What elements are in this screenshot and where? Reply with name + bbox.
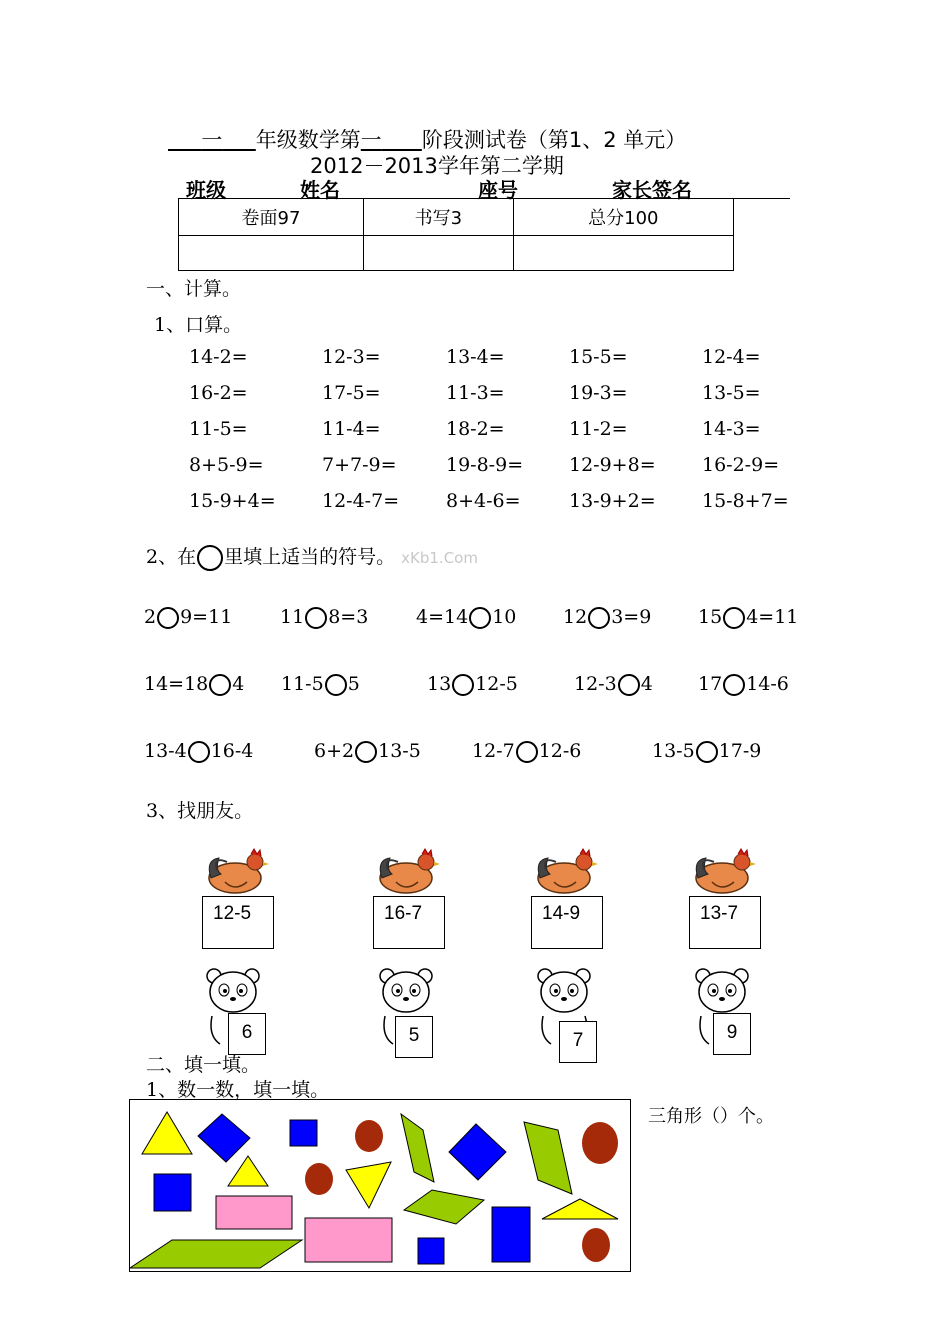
oral-problem: 15-9+4=: [189, 490, 276, 512]
title-mid: 年级数学第: [255, 128, 361, 152]
compare-left: 13: [427, 673, 452, 695]
oral-problem: 16-2-9=: [702, 454, 780, 476]
shapes-canvas: [130, 1100, 630, 1271]
compare-problem: [652, 740, 761, 763]
triangle-prompt: 三角形（）个。: [648, 1106, 774, 1127]
compare-title: [146, 542, 478, 571]
panda-card: 6: [228, 1013, 266, 1055]
square-shape: [154, 1174, 191, 1211]
circle-shape: [582, 1122, 618, 1164]
exam-subtitle: 2012－2013学年第二学期: [310, 154, 564, 178]
compare-right: 12-5: [475, 673, 518, 695]
title-grade: 一: [201, 128, 223, 152]
compare-problem: [427, 673, 518, 696]
compare-left: 11-5: [281, 673, 324, 695]
compare-right: 3=9: [611, 606, 652, 628]
oral-problem: 16-2=: [189, 382, 248, 404]
oral-problem: 19-3=: [569, 382, 628, 404]
compare-left: 13-4: [144, 740, 187, 762]
compare-left: 15: [698, 606, 723, 628]
compare-right: 14-6: [746, 673, 789, 695]
compare-problem: [144, 606, 232, 629]
compare-left: 12-3: [574, 673, 617, 695]
compare-problem: [416, 606, 516, 629]
oral-problem: 12-3=: [322, 346, 381, 368]
score-cell-total[interactable]: [513, 236, 733, 271]
oral-problem: 17-5=: [322, 382, 381, 404]
compare-left: 12: [563, 606, 588, 628]
oral-problem: 14-3=: [702, 418, 761, 440]
section1-title: 一、计算。: [146, 278, 242, 300]
compare-left: 2: [144, 606, 157, 628]
answer-circle[interactable]: [452, 674, 474, 696]
oral-problem: 13-4=: [446, 346, 505, 368]
rooster-icon: [374, 848, 444, 896]
panda-card: 5: [395, 1016, 433, 1058]
field-parent-signature: 家长签名: [612, 178, 692, 202]
answer-circle[interactable]: [618, 674, 640, 696]
compare-problem: [144, 673, 244, 696]
oral-problem: 15-8+7=: [702, 490, 789, 512]
compare-problem: [698, 606, 798, 629]
compare-left: 14=18: [144, 673, 209, 695]
rooster-icon: [690, 848, 760, 896]
compare-left: 12-7: [472, 740, 515, 762]
rectangle-shape: [492, 1207, 530, 1262]
compare-right: 10: [492, 606, 517, 628]
parallelogram-shape: [130, 1240, 302, 1268]
title-end: 阶段测试卷（第1、2 单元）: [421, 128, 687, 152]
answer-circle[interactable]: [157, 607, 179, 629]
compare-right: 17-9: [718, 740, 762, 762]
oral-problem: 11-4=: [322, 418, 381, 440]
compare-problem: [280, 606, 368, 629]
compare-problem: [698, 673, 789, 696]
rooster-icon: [203, 848, 273, 896]
compare-title-b: 里填上适当的符号。: [224, 546, 396, 568]
panda-card: 9: [713, 1013, 751, 1055]
field-name: 姓名: [300, 178, 340, 202]
square-shape: [198, 1114, 250, 1162]
oral-problem: 8+4-6=: [446, 490, 521, 512]
square-shape: [290, 1120, 317, 1146]
square-shape: [449, 1124, 506, 1180]
compare-right: 4=11: [746, 606, 799, 628]
parallelogram-shape: [404, 1190, 484, 1224]
score-header-paper: 卷面97: [179, 199, 364, 236]
triangle-shape: [346, 1162, 391, 1208]
oral-problem: 19-8-9=: [446, 454, 524, 476]
square-shape: [418, 1238, 444, 1264]
oral-problem: 12-4-7=: [322, 490, 400, 512]
oral-problem: 11-3=: [446, 382, 505, 404]
score-header-writing: 书写3: [364, 199, 514, 236]
oral-problem: 12-4=: [702, 346, 761, 368]
compare-right: 8=3: [328, 606, 369, 628]
answer-circle[interactable]: [723, 607, 745, 629]
answer-circle[interactable]: [469, 607, 491, 629]
parallelogram-shape: [524, 1122, 572, 1194]
section2-title: 二、填一填。: [146, 1054, 261, 1076]
compare-right: 9=11: [180, 606, 233, 628]
field-class: 班级: [186, 178, 226, 202]
rooster-card: 14-9: [531, 896, 603, 949]
triangle-shape: [542, 1199, 618, 1219]
oral-problem: 13-5=: [702, 382, 761, 404]
oral-problem: 12-9+8=: [569, 454, 656, 476]
compare-right: 4: [232, 673, 245, 695]
circle-shape: [355, 1120, 383, 1152]
panda-card: 7: [559, 1021, 597, 1063]
compare-title-a: 2、在: [146, 546, 197, 568]
answer-circle[interactable]: [305, 607, 327, 629]
score-cell-writing[interactable]: [364, 236, 514, 271]
oral-problem: 13-9+2=: [569, 490, 656, 512]
compare-left: 11: [280, 606, 305, 628]
score-cell-paper[interactable]: [179, 236, 364, 271]
oral-title: 1、口算。: [154, 314, 243, 336]
compare-right: 13-5: [378, 740, 421, 762]
answer-circle[interactable]: [588, 607, 610, 629]
compare-left: 6+2: [314, 740, 355, 762]
oral-problem: 15-5=: [569, 346, 628, 368]
oral-problem: 18-2=: [446, 418, 505, 440]
friends-title: 3、找朋友。: [146, 800, 254, 822]
compare-problem: [314, 740, 421, 763]
answer-circle[interactable]: [188, 741, 210, 763]
field-seat: 座号: [478, 178, 518, 202]
answer-circle[interactable]: [355, 741, 377, 763]
oral-problem: 11-5=: [189, 418, 248, 440]
triangle-shape: [142, 1112, 192, 1154]
title-stage: 一: [360, 128, 382, 152]
compare-right: 4: [640, 673, 653, 695]
compare-problem: [563, 606, 651, 629]
compare-left: 4=14: [416, 606, 469, 628]
oral-problem: 14-2=: [189, 346, 248, 368]
oral-problem: 7+7-9=: [322, 454, 397, 476]
compare-right: 16-4: [210, 740, 254, 762]
circle-shape: [305, 1163, 333, 1195]
rooster-card: 13-7: [689, 896, 761, 949]
parallelogram-shape: [401, 1114, 434, 1182]
count-title: 1、数一数，填一填。: [146, 1079, 330, 1101]
rooster-icon: [532, 848, 602, 896]
compare-problem: [144, 740, 253, 763]
answer-circle[interactable]: [209, 674, 231, 696]
oral-problem: 11-2=: [569, 418, 628, 440]
oral-problem: 8+5-9=: [189, 454, 264, 476]
circle-shape: [582, 1228, 610, 1262]
score-table: [178, 198, 734, 271]
student-info-line: [186, 174, 790, 202]
shapes-frame: [129, 1099, 631, 1272]
compare-right: 5: [347, 673, 360, 695]
watermark: xKb1.Com: [401, 549, 478, 567]
compare-problem: [574, 673, 653, 696]
answer-circle[interactable]: [516, 741, 538, 763]
rooster-card: 12-5: [202, 896, 274, 949]
compare-problem: [281, 673, 360, 696]
answer-circle[interactable]: [325, 674, 347, 696]
triangle-shape: [228, 1156, 268, 1186]
compare-left: 13-5: [652, 740, 695, 762]
rooster-card: 16-7: [373, 896, 445, 949]
circle-icon: [197, 545, 223, 571]
score-header-total: 总分100: [513, 199, 733, 236]
compare-problem: [472, 740, 581, 763]
answer-circle[interactable]: [696, 741, 718, 763]
answer-circle[interactable]: [723, 674, 745, 696]
compare-left: 17: [698, 673, 723, 695]
rectangle-shape: [216, 1196, 292, 1229]
rectangle-shape: [305, 1218, 392, 1262]
compare-right: 12-6: [538, 740, 582, 762]
